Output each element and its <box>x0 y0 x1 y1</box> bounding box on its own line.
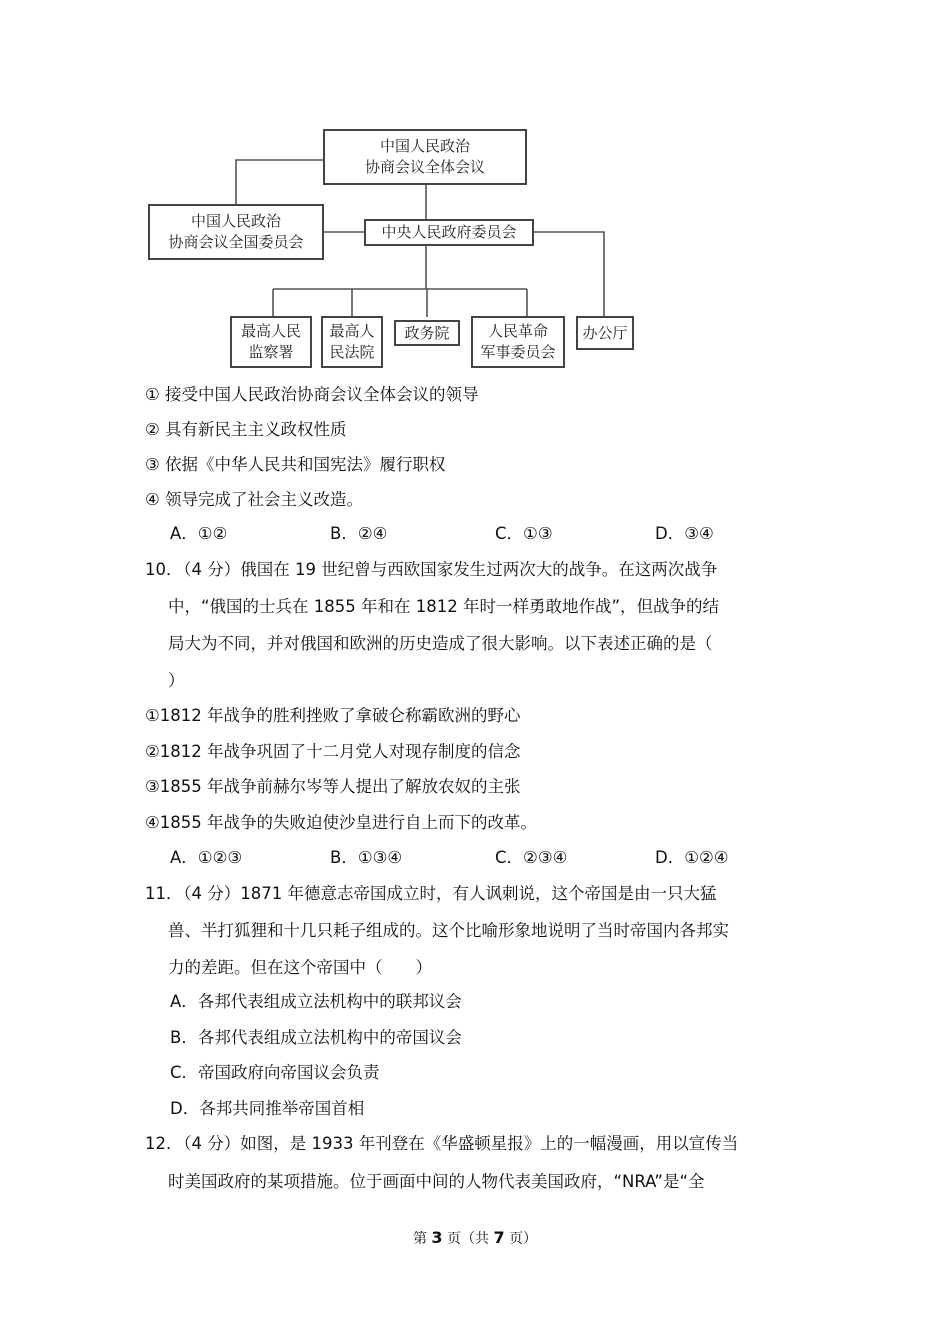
chart-box-text: 中国人民政治 <box>190 212 281 230</box>
q11-option-a: A．各邦代表组成立法机构中的联邦议会 <box>170 992 462 1011</box>
q9-statement: ① 接受中国人民政治协商会议全体会议的领导 <box>145 385 479 404</box>
chart-box-text: 最高人民 <box>240 322 301 340</box>
q10-stem-line: 中，“俄国的士兵在 1855 年和在 1812 年时一样勇敢地作战”，但战争的结 <box>168 597 720 616</box>
q10-stem-line: 局大为不同，并对俄国和欧洲的历史造成了很大影响。以下表述正确的是（ <box>168 634 713 653</box>
footer-suffix: 页） <box>504 1231 538 1247</box>
q9-option-c: C．①③ <box>495 524 553 543</box>
q9-statement: ③ 依据《中华人民共和国宪法》履行职权 <box>145 455 446 474</box>
q9-option-a: A．①② <box>170 524 228 543</box>
q10-stem-line: ） <box>168 671 185 690</box>
q10-option-d: D．①②④ <box>655 848 729 867</box>
q10-stem-line: （4 分）俄国在 19 世纪曾与西欧国家发生过两次大的战争。在这两次战争 <box>175 560 718 579</box>
page-footer <box>0 1228 950 1248</box>
chart-box-text: 办公厅 <box>582 323 628 342</box>
q11-stem-line: 兽、半打狐狸和十几只耗子组成的。这个比喻形象地说明了当时帝国内各邦实 <box>168 921 729 940</box>
q11-number: 11． <box>145 884 183 903</box>
q11-option-b: B．各邦代表组成立法机构中的帝国议会 <box>170 1028 462 1047</box>
chart-box-supreme-procuratorate <box>230 316 312 368</box>
chart-box-supreme-court <box>321 316 383 368</box>
chart-box-government-council <box>394 320 460 346</box>
q9-statement: ④ 领导完成了社会主义改造。 <box>145 490 364 509</box>
q9-option-d: D．③④ <box>655 524 714 543</box>
footer-middle: 页（共 <box>442 1231 494 1247</box>
chart-box-text: 民法院 <box>329 343 375 361</box>
q10-statement: ①1812 年战争的胜利挫败了拿破仑称霸欧洲的野心 <box>145 706 521 725</box>
q9-statement: ② 具有新民主主义政权性质 <box>145 420 347 439</box>
chart-box-general-office <box>576 316 634 350</box>
chart-box-text: 人民革命 <box>487 322 548 340</box>
q12-stem-line: （4 分）如图，是 1933 年刊登在《华盛顿星报》上的一幅漫画，用以宣传当 <box>175 1134 739 1153</box>
chart-box-text: 协商会议全体会议 <box>364 158 485 176</box>
chart-box-text: 中国人民政治 <box>379 137 470 155</box>
q9-option-b: B．②④ <box>330 524 388 543</box>
q11-option-d: D．各邦共同推举帝国首相 <box>170 1099 365 1118</box>
chart-box-text: 协商会议全国委员会 <box>168 233 304 251</box>
q11-stem-line: （4 分）1871 年德意志帝国成立时，有人讽刺说，这个帝国是由一只大猛 <box>175 884 717 903</box>
q12-number: 12． <box>145 1134 183 1153</box>
q10-statement: ②1812 年战争巩固了十二月党人对现存制度的信念 <box>145 742 521 761</box>
footer-page-number: 3 <box>431 1228 443 1247</box>
q10-statement: ④1855 年战争的失败迫使沙皇进行自上而下的改革。 <box>145 813 538 832</box>
chart-box-text: 监察署 <box>248 343 294 361</box>
q11-option-c: C．帝国政府向帝国议会负责 <box>170 1063 380 1082</box>
chart-box-cppcc-national-committee <box>148 204 324 260</box>
chart-box-text: 军事委员会 <box>480 343 556 361</box>
chart-box-cppcc-plenary <box>323 129 527 185</box>
footer-prefix: 第 <box>412 1231 432 1247</box>
q10-option-b: B．①③④ <box>330 848 403 867</box>
org-chart-figure <box>140 122 650 372</box>
chart-box-text: 政务院 <box>404 323 450 342</box>
chart-box-text: 最高人 <box>329 322 375 340</box>
q10-option-a: A．①②③ <box>170 848 243 867</box>
footer-total-pages: 7 <box>493 1228 505 1247</box>
q11-stem-line: 力的差距。但在这个帝国中（ ） <box>168 958 432 977</box>
chart-box-military-commission <box>471 316 565 368</box>
chart-box-text: 中央人民政府委员会 <box>381 223 517 241</box>
q12-stem-line: 时美国政府的某项措施。位于画面中间的人物代表美国政府，“NRA”是“全 <box>168 1172 705 1191</box>
q10-number: 10． <box>145 560 183 579</box>
q10-statement: ③1855 年战争前赫尔岑等人提出了解放农奴的主张 <box>145 777 521 796</box>
chart-box-central-government-committee <box>364 219 534 246</box>
q10-option-c: C．②③④ <box>495 848 568 867</box>
